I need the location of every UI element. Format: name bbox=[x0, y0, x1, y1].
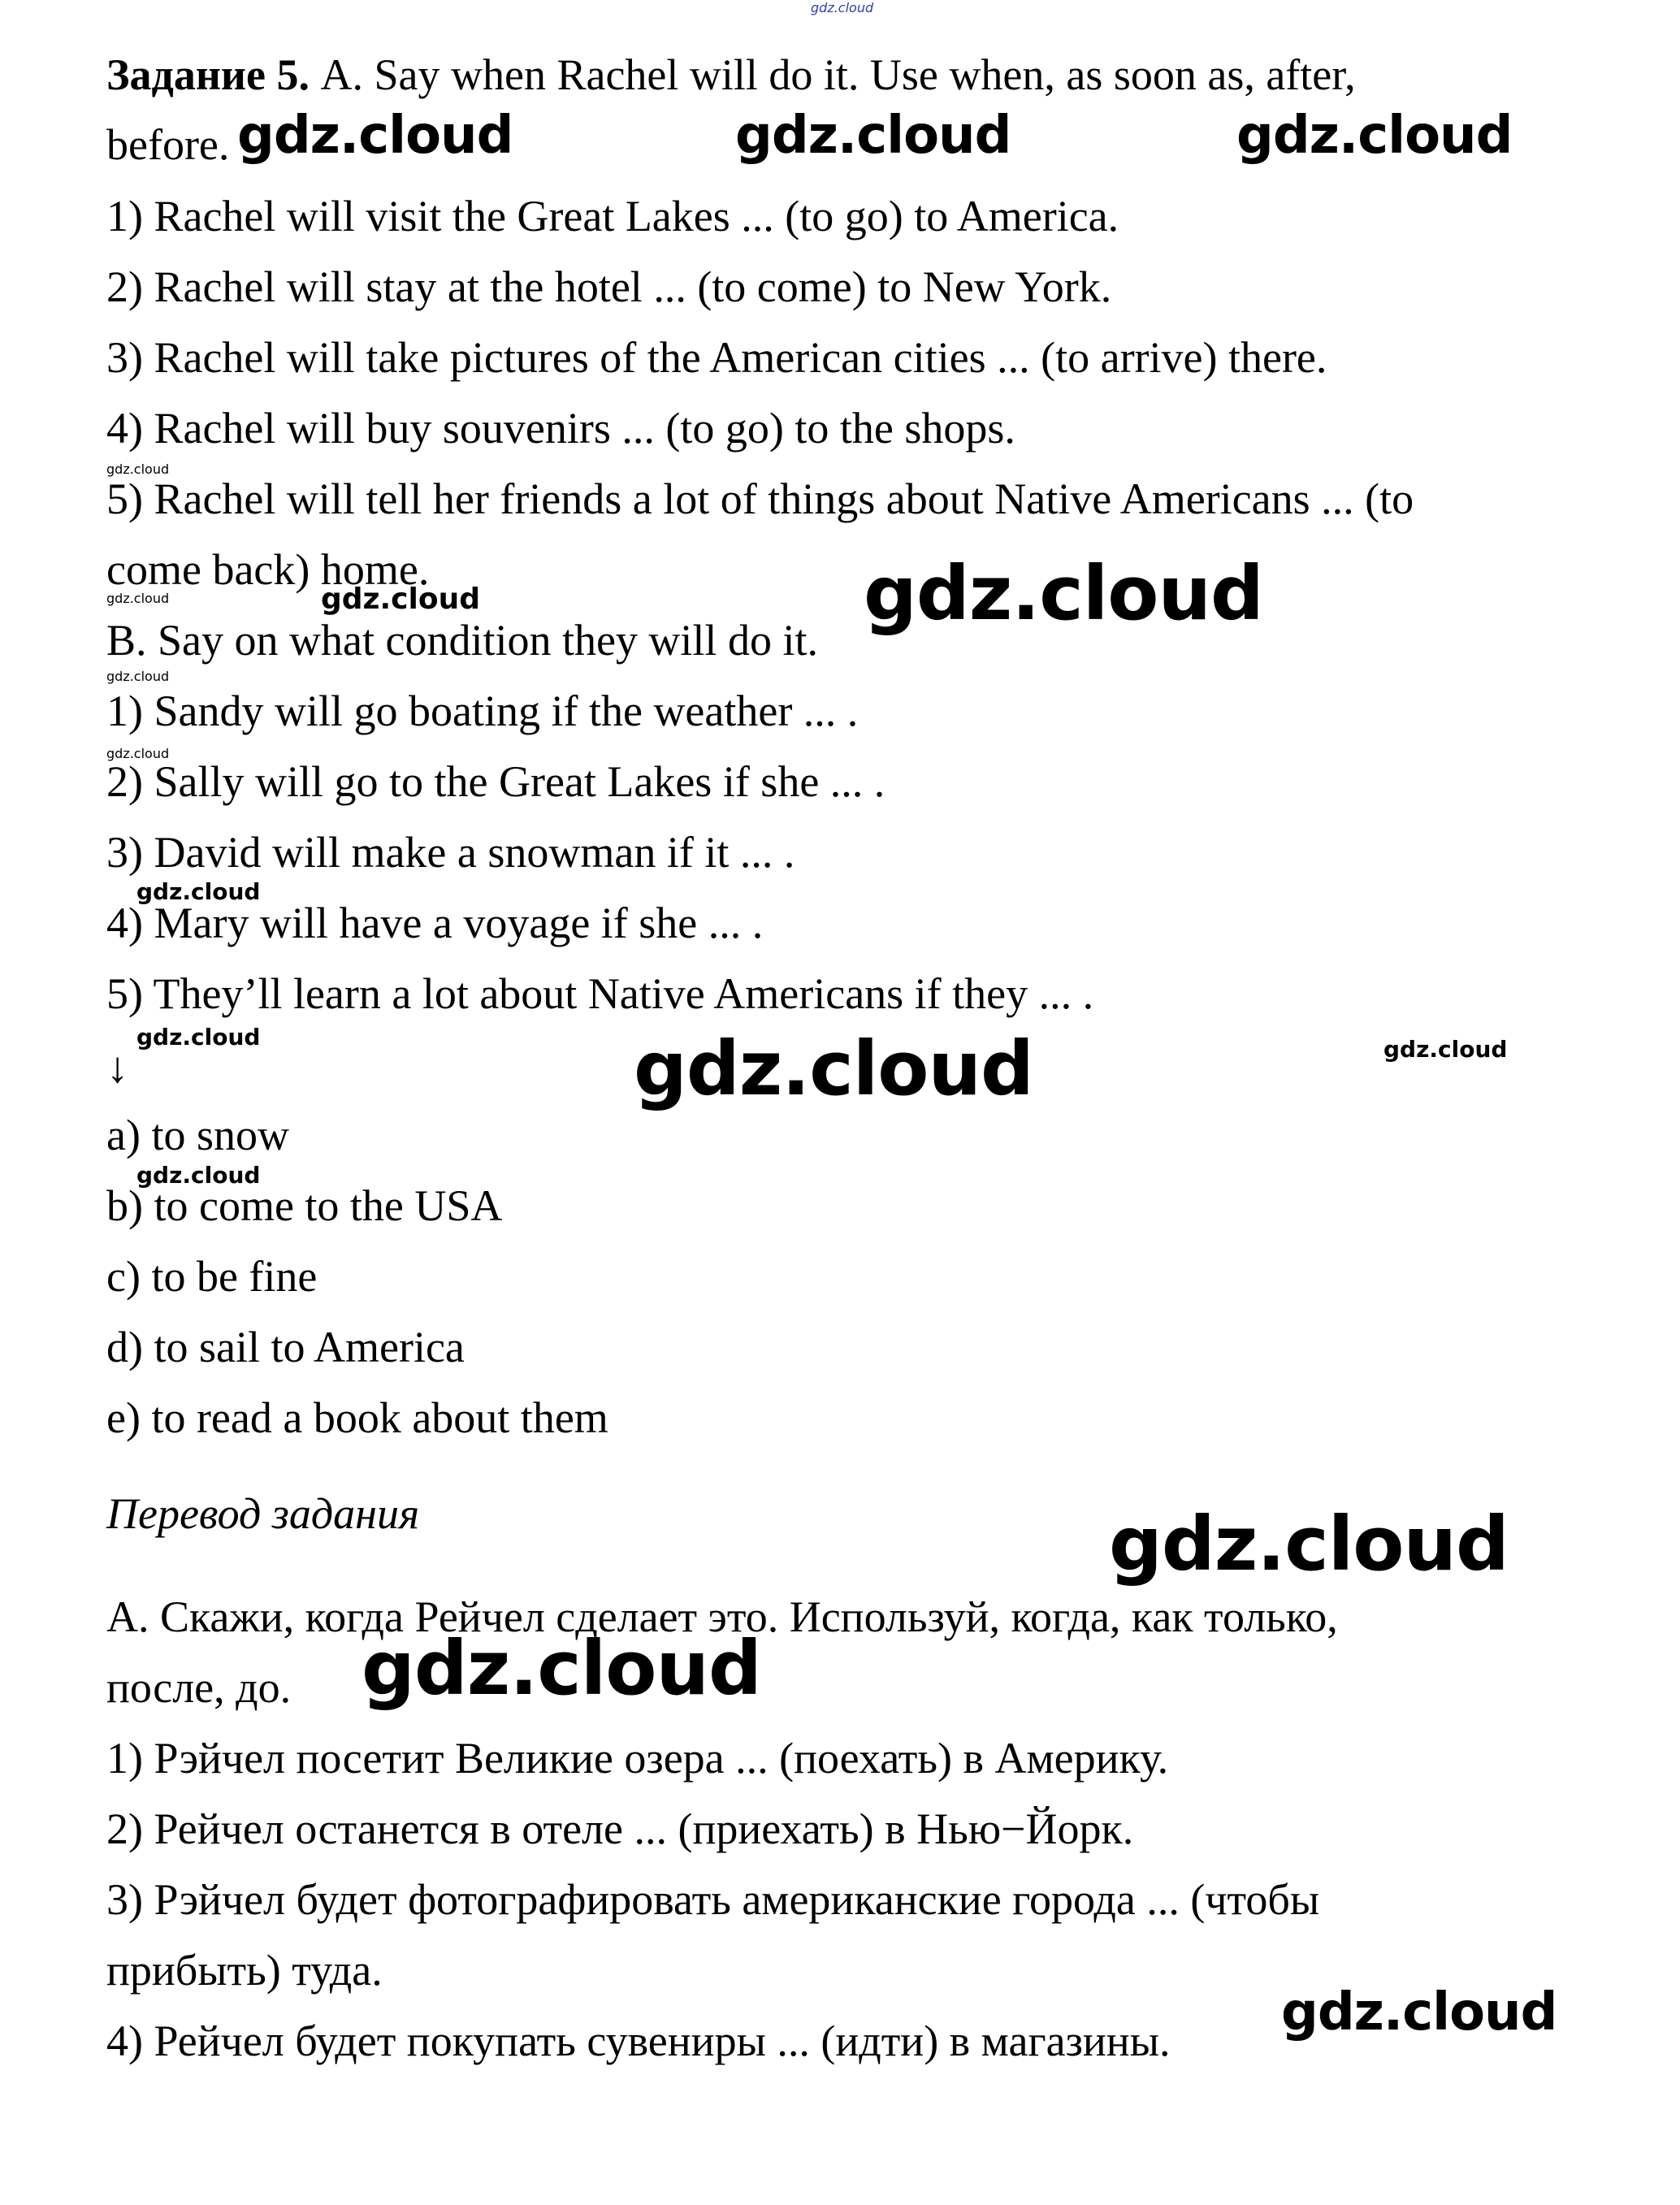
part-b-item-5: 5) They’ll learn a lot about Native Americans if they ... . bbox=[106, 969, 1094, 1018]
watermark: gdz.cloud bbox=[321, 583, 480, 616]
task-header-line2: before. bbox=[106, 120, 230, 169]
part-a-item-1: 1) Rachel will visit the Great Lakes ... (to go) to America. bbox=[106, 192, 1119, 240]
watermark: gdz.cloud bbox=[735, 106, 1011, 166]
translation-line-2: после, до. bbox=[106, 1663, 292, 1712]
translation-line-6: прибыть) туда. bbox=[106, 1946, 383, 1995]
part-a-item-4: 4) Rachel will buy souvenirs ... (to go) to the shops. bbox=[106, 404, 1015, 453]
part-b-option-d: d) to sail to America bbox=[106, 1323, 465, 1371]
translation-heading: Перевод задания bbox=[106, 1489, 420, 1538]
watermark: gdz.cloud bbox=[136, 1024, 261, 1051]
part-b-item-1: 1) Sandy will go boating if the weather ... . bbox=[106, 687, 859, 735]
translation-line-4: 2) Рейчел останется в отеле ... (приехать) в Нью−Йорк. bbox=[106, 1804, 1134, 1853]
watermark: gdz.cloud bbox=[136, 1162, 261, 1189]
part-a-item-5-cont: come back) home. bbox=[106, 545, 430, 594]
translation-line-3: 1) Рэйчел посетит Великие озера ... (поехать) в Америку. bbox=[106, 1734, 1169, 1783]
watermark: gdz.cloud bbox=[237, 106, 513, 166]
watermark: gdz.cloud bbox=[1109, 1501, 1509, 1588]
watermark: gdz.cloud bbox=[1236, 106, 1513, 166]
watermark: gdz.cloud bbox=[106, 461, 170, 477]
part-a-item-3: 3) Rachel will take pictures of the American cities ... (to arrive) there. bbox=[106, 333, 1327, 382]
watermark: gdz.cloud bbox=[1281, 1982, 1557, 2043]
part-b-item-3: 3) David will make a snowman if it ... . bbox=[106, 828, 795, 877]
part-b-item-4: 4) Mary will have a voyage if she ... . bbox=[106, 899, 764, 947]
part-b-option-a: a) to snow bbox=[106, 1111, 289, 1159]
watermark: gdz.cloud bbox=[106, 746, 170, 761]
watermark-top: gdz.cloud bbox=[811, 0, 874, 15]
part-b-option-b: b) to come to the USA bbox=[106, 1181, 503, 1230]
translation-line-5: 3) Рэйчел будет фотографировать американские города ... (чтобы bbox=[106, 1875, 1320, 1924]
task-number-label: Задание 5. bbox=[106, 50, 310, 99]
part-b-option-c: c) to be fine bbox=[106, 1252, 318, 1301]
part-a-item-2: 2) Rachel will stay at the hotel ... (to come) to New York. bbox=[106, 262, 1112, 311]
part-b-title: B. Say on what condition they will do it. bbox=[106, 616, 818, 665]
watermark: gdz.cloud bbox=[106, 669, 170, 684]
watermark: gdz.cloud bbox=[106, 591, 170, 606]
watermark: gdz.cloud bbox=[362, 1625, 761, 1712]
translation-line-7: 4) Рейчел будет покупать сувениры ... (идти) в магазины. bbox=[106, 2017, 1171, 2065]
part-a-item-5: 5) Rachel will tell her friends a lot of things about Native Americans ... (to bbox=[106, 474, 1414, 523]
watermark: gdz.cloud bbox=[864, 550, 1263, 637]
task-instruction: A. Say when Rachel will do it. Use when, as soon as, after, bbox=[320, 50, 1356, 99]
translation-line-1: А. Скажи, когда Рейчел сделает это. Используй, когда, как только, bbox=[106, 1592, 1338, 1641]
part-b-option-e: e) to read a book about them bbox=[106, 1393, 608, 1442]
watermark: gdz.cloud bbox=[634, 1025, 1033, 1112]
down-arrow-icon: ↓ bbox=[106, 1043, 128, 1092]
watermark: gdz.cloud bbox=[136, 878, 261, 905]
watermark: gdz.cloud bbox=[1383, 1036, 1508, 1063]
task-header-line1 bbox=[106, 50, 1356, 99]
part-b-item-2: 2) Sally will go to the Great Lakes if she ... . bbox=[106, 757, 885, 806]
